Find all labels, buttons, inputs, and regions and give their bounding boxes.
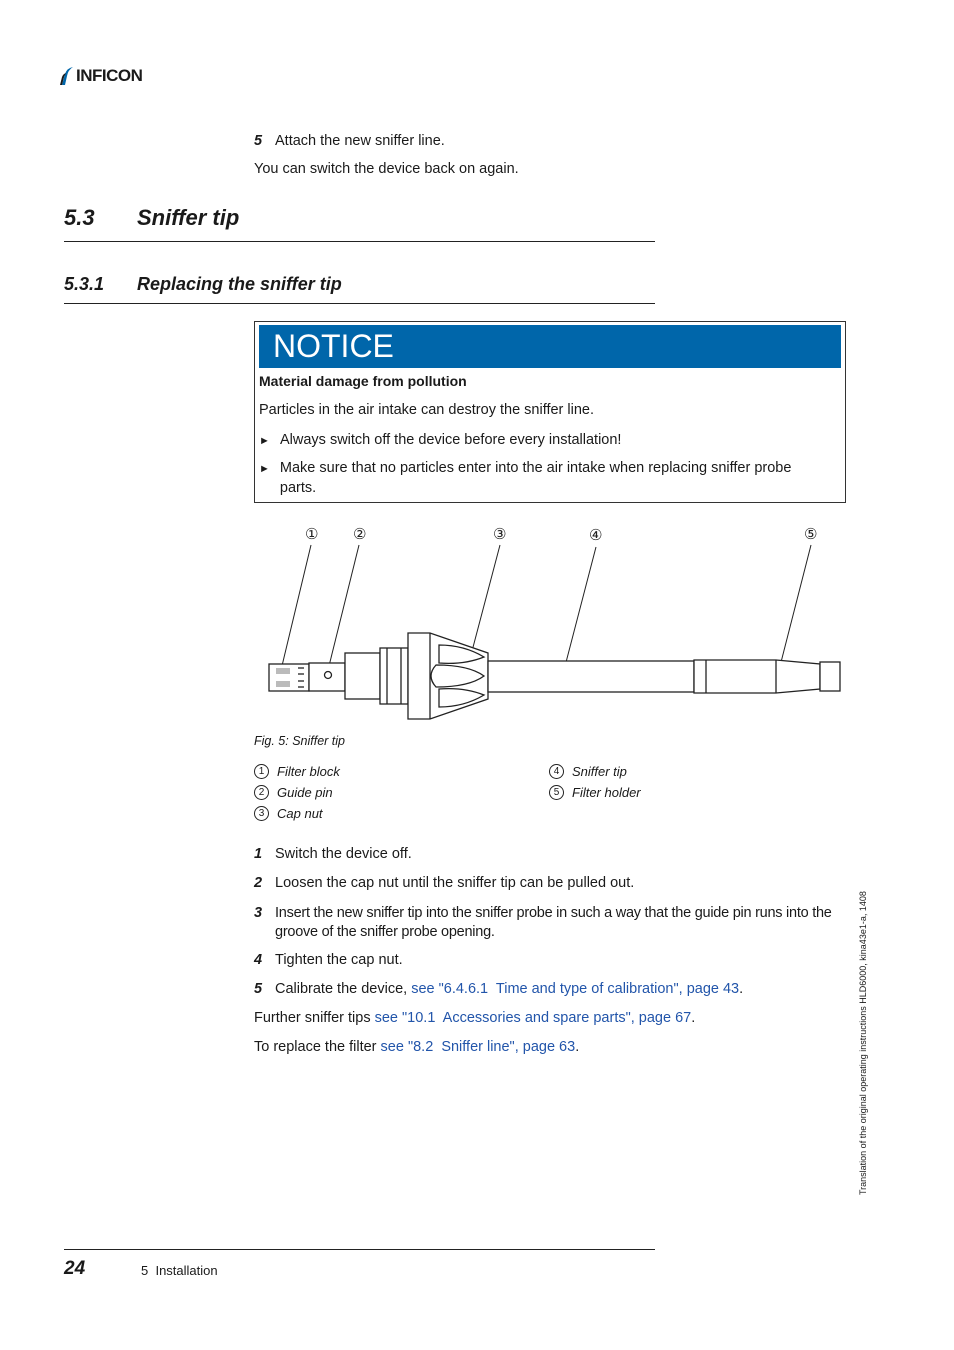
procedure-step [254, 875, 634, 891]
further-sniffer-tips [254, 1010, 695, 1026]
notice-label: NOTICE [259, 325, 841, 368]
procedure-step [254, 981, 743, 997]
figure-caption: Fig. 5: Sniffer tip [254, 734, 346, 748]
legend-item [254, 785, 333, 800]
notice-bullet-text: Make sure that no particles enter into the air intake when replacing sniffer probe parts. [279, 460, 792, 496]
legend-item [549, 785, 641, 800]
step-text: Switch the device off. [275, 846, 412, 862]
legend-item [549, 764, 627, 779]
section-heading [64, 205, 655, 242]
legend-item [254, 806, 323, 821]
notice-bullet [259, 458, 829, 498]
subsection-heading [64, 274, 655, 304]
step-text: Tighten the cap nut. [275, 952, 403, 968]
legend-label: Guide pin [277, 785, 333, 800]
subsection-number: 5.3.1 [64, 274, 105, 294]
step-text: Attach the new sniffer line. [275, 133, 445, 149]
notice-box [254, 321, 846, 503]
step-number: 4 [254, 952, 263, 968]
footer-chapter [141, 1263, 218, 1278]
marker-4: ④ [589, 526, 603, 544]
sniffer-tip-figure [254, 515, 846, 725]
leader-line-2 [328, 545, 359, 670]
step-text: Calibrate the device, [275, 981, 412, 997]
legend-number: 4 [549, 764, 564, 779]
legend-item [254, 764, 340, 779]
further-text: Further sniffer tips [254, 1010, 375, 1026]
intro-note: You can switch the device back on again. [254, 161, 519, 177]
marker-3: ③ [493, 525, 507, 543]
footer-chapter-title: Installation [155, 1263, 218, 1278]
step-text-end: . [739, 981, 744, 997]
step-text: Insert the new sniffer tip into the sniffer probe in such a way that the guide pin runs into the groove of the sniffer probe opening. [275, 905, 832, 940]
subsection-title: Replacing the sniffer tip [137, 274, 342, 294]
side-note: Translation of the original operating instructions HLD6000, kina43e1-a, 1408 [858, 891, 868, 1195]
leader-line-1 [281, 545, 311, 670]
step-number: 2 [254, 875, 263, 891]
legend-label: Filter block [277, 764, 340, 779]
triangle-bullet-icon: ► [259, 435, 270, 447]
marker-1: ① [305, 525, 319, 543]
leader-line-5 [779, 545, 811, 670]
intro-step [254, 133, 445, 149]
inficon-logo-icon [60, 66, 74, 86]
triangle-bullet-icon: ► [259, 463, 270, 475]
filter-text: To replace the filter [254, 1039, 381, 1055]
notice-bullet-text: Always switch off the device before every installation! [280, 432, 622, 448]
step-number: 3 [254, 905, 263, 921]
section-title: Sniffer tip [137, 205, 240, 230]
marker-2: ② [353, 525, 367, 543]
notice-bullet [259, 430, 829, 451]
marker-5: ⑤ [804, 525, 818, 543]
legend-label: Cap nut [277, 806, 323, 821]
legend-number: 2 [254, 785, 269, 800]
footer-chapter-number: 5 [141, 1263, 149, 1278]
inficon-logo [60, 66, 142, 86]
filter-end: . [575, 1039, 580, 1055]
section-number: 5.3 [64, 205, 95, 230]
step-text: Loosen the cap nut until the sniffer tip can be pulled out. [275, 875, 635, 891]
replace-filter [254, 1039, 579, 1055]
step-number: 5 [254, 133, 263, 149]
sniffer-line-link[interactable]: see "8.2 Sniffer line", page 63 [380, 1039, 576, 1055]
legend-number: 5 [549, 785, 564, 800]
footer-rule [64, 1249, 655, 1250]
further-end: . [691, 1010, 696, 1026]
notice-body: Particles in the air intake can destroy the sniffer line. [259, 402, 595, 418]
brand-name: INFICON [76, 66, 143, 85]
legend-label: Sniffer tip [572, 764, 627, 779]
legend-number: 1 [254, 764, 269, 779]
page-number: 24 [64, 1258, 86, 1279]
step-number: 1 [254, 846, 263, 862]
legend-number: 3 [254, 806, 269, 821]
calibration-link[interactable]: see "6.4.6.1 Time and type of calibration", page 43 [411, 981, 740, 997]
step-number: 5 [254, 981, 263, 997]
sniffer-tip-drawing [269, 633, 840, 719]
procedure-step [254, 846, 412, 862]
legend-label: Filter holder [572, 785, 641, 800]
procedure-step [254, 952, 403, 968]
accessories-link[interactable]: see "10.1 Accessories and spare parts", page 67 [374, 1010, 692, 1026]
notice-title: Material damage from pollution [259, 373, 467, 389]
leader-line-4 [564, 547, 596, 670]
procedure-step [254, 904, 846, 942]
